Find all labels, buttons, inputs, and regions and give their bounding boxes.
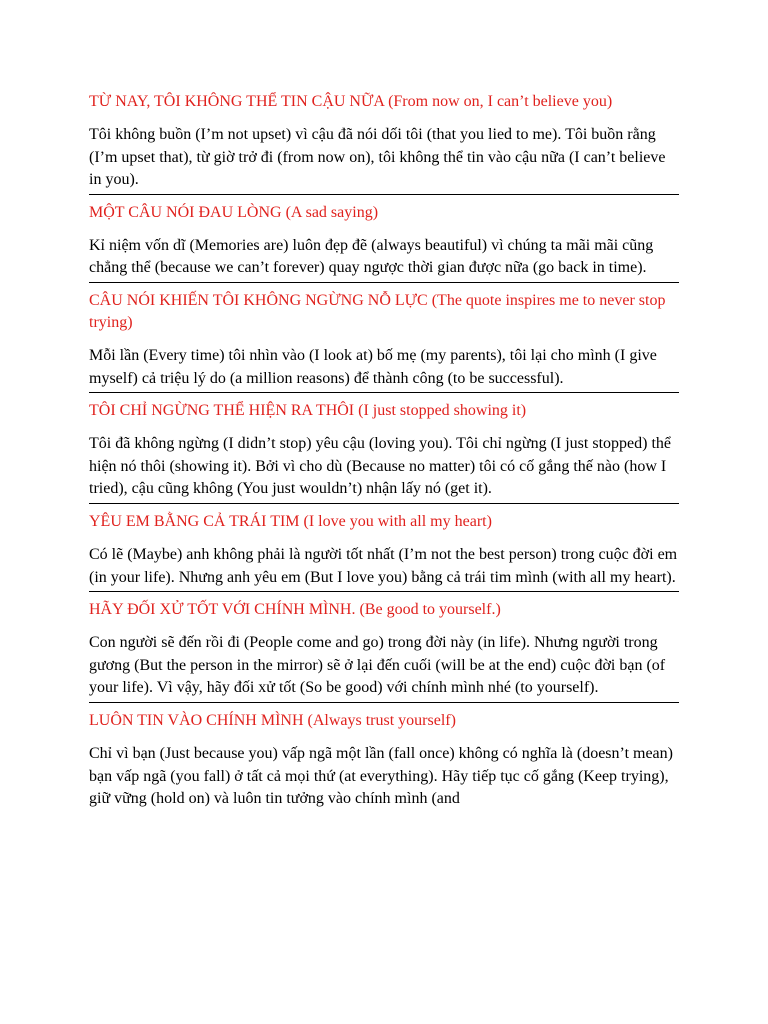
section-body: Có lẽ (Maybe) anh không phải là người tốt nhất (I’m not the best person) trong cuộc đời em (in your life). Nhưng anh yêu em (But I love you) bằng cả trái tim mình (with all my heart). <box>89 545 678 586</box>
section-title: CÂU NÓI KHIẾN TÔI KHÔNG NGỪNG NỖ LỰC (The quote inspires me to never stop trying) <box>89 291 666 331</box>
quote-section-6 <box>89 599 679 703</box>
quote-section-4 <box>89 400 679 504</box>
document-page <box>89 91 679 820</box>
section-title: MỘT CÂU NÓI ĐAU LÒNG (A sad saying) <box>89 203 379 221</box>
section-body: Con người sẽ đến rồi đi (People come and go) trong đời này (in life). Nhưng người trong gương (But the person in the mirror) sẽ ở lại đến cuối (will be at the end) cuộc đời bạn (of your life). Vì vậy, hãy đối xử tốt (So be good) với chính mình nhé (to yourself). <box>89 634 666 697</box>
section-body: Tôi không buồn (I’m not upset) vì cậu đã nói dối tôi (that you lied to me). Tôi buồn rằng (I’m upset that), từ giờ trở đi (from now on), tôi không thể tin vào cậu nữa (I can’t believe in you). <box>89 126 666 189</box>
quote-section-5 <box>89 511 679 592</box>
quote-section-1 <box>89 91 679 195</box>
section-title: LUÔN TIN VÀO CHÍNH MÌNH (Always trust yourself) <box>89 711 456 729</box>
section-body: Kỉ niệm vốn dĩ (Memories are) luôn đẹp đẽ (always beautiful) vì chúng ta mãi mãi cũng chẳng thể (because we can’t forever) quay ngược thời gian được nữa (go back in time). <box>89 236 654 277</box>
section-title: YÊU EM BẰNG CẢ TRÁI TIM (I love you with all my heart) <box>89 512 492 530</box>
quote-section-3 <box>89 290 679 393</box>
section-title: TÔI CHỈ NGỪNG THỂ HIỆN RA THÔI (I just stopped showing it) <box>89 402 527 420</box>
section-title: TỪ NAY, TÔI KHÔNG THỂ TIN CẬU NỮA (From now on, I can’t believe you) <box>89 93 613 110</box>
section-body: Chỉ vì bạn (Just because you) vấp ngã một lần (fall once) không có nghĩa là (doesn’t mean) bạn vấp ngã (you fall) ở tất cả mọi thứ (at everything). Hãy tiếp tục cố gắng (Keep trying), giữ vững (hold on) và luôn tin tưởng vào chính mình (and <box>89 744 673 808</box>
quote-section-7 <box>89 710 679 813</box>
section-title: HÃY ĐỐI XỬ TỐT VỚI CHÍNH MÌNH. (Be good to yourself.) <box>89 601 501 619</box>
section-body: Tôi đã không ngừng (I didn’t stop) yêu cậu (loving you). Tôi chỉ ngừng (I just stopped) thể hiện nó thôi (showing it). Bởi vì cho dù (Because no matter) tôi có cố gắng thế nào (how I tried), cậu cũng không (You just wouldn’t) nhận lấy nó (get it). <box>89 435 671 498</box>
section-body: Mỗi lần (Every time) tôi nhìn vào (I look at) bố mẹ (my parents), tôi lại cho mình (I give myself) cả triệu lý do (a million reasons) để thành công (to be successful). <box>89 346 657 387</box>
quote-section-2 <box>89 202 679 283</box>
